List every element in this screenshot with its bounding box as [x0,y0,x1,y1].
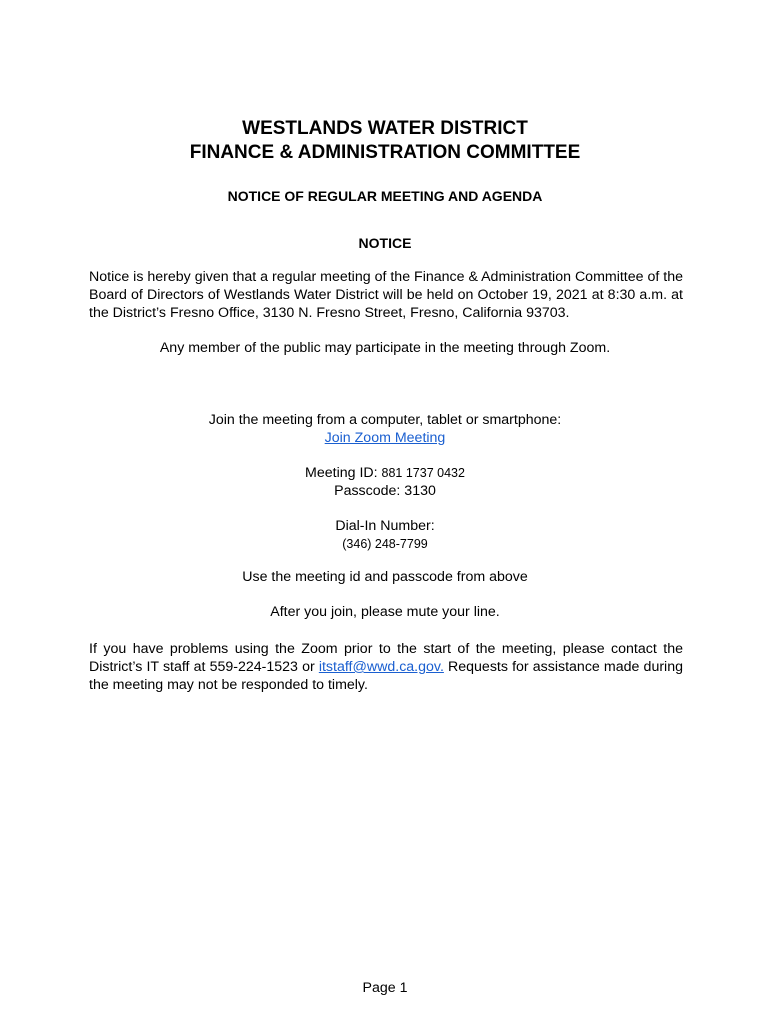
org-title: WESTLANDS WATER DISTRICT [242,118,528,139]
join-link-wrap [0,429,770,447]
join-instructions: Join the meeting from a computer, tablet or smartphone: [208,412,562,428]
mute-line-text: After you join, please mute your line. [270,604,500,620]
passcode: Passcode: 3130 [334,483,436,499]
page-number: Page 1 [362,980,408,996]
problems-text-before: If you have problems using the Zoom prior to the start of the meeting, please contact the District’s IT staff at 559-224-1523 or [89,641,683,675]
notice-heading: NOTICE [358,235,412,251]
join-zoom-link[interactable]: Join Zoom Meeting [324,430,446,446]
meeting-id-value: 881 1737 0432 [381,466,465,480]
dialin-label: Dial-In Number: [335,518,435,534]
problems-paragraph [89,640,683,694]
notice-paragraph: Notice is hereby given that a regular meeting of the Finance & Administration Committee of the Board of Directors of Westlands Water District will be held on October 19, 2021 at 8:30 a.m. at the District’s Fresno Office, 3130 N. Fresno Street, Fresno, California 93703. [89,269,683,321]
meeting-id-label: Meeting ID: [305,465,382,481]
meeting-id [0,464,770,482]
it-staff-email-link[interactable]: itstaff@wwd.ca.gov. [318,659,444,675]
problems-text-after: Requests for assistance made during the meeting may not be responded to timely. [89,659,683,693]
dialin-number: (346) 248-7799 [342,537,428,551]
committee-title: FINANCE & ADMINISTRATION COMMITTEE [189,142,581,163]
notice-subtitle: NOTICE OF REGULAR MEETING AND AGENDA [227,188,543,204]
public-participation-text: Any member of the public may participate in the meeting through Zoom. [159,340,611,356]
use-id-passcode-text: Use the meeting id and passcode from above [242,569,528,585]
